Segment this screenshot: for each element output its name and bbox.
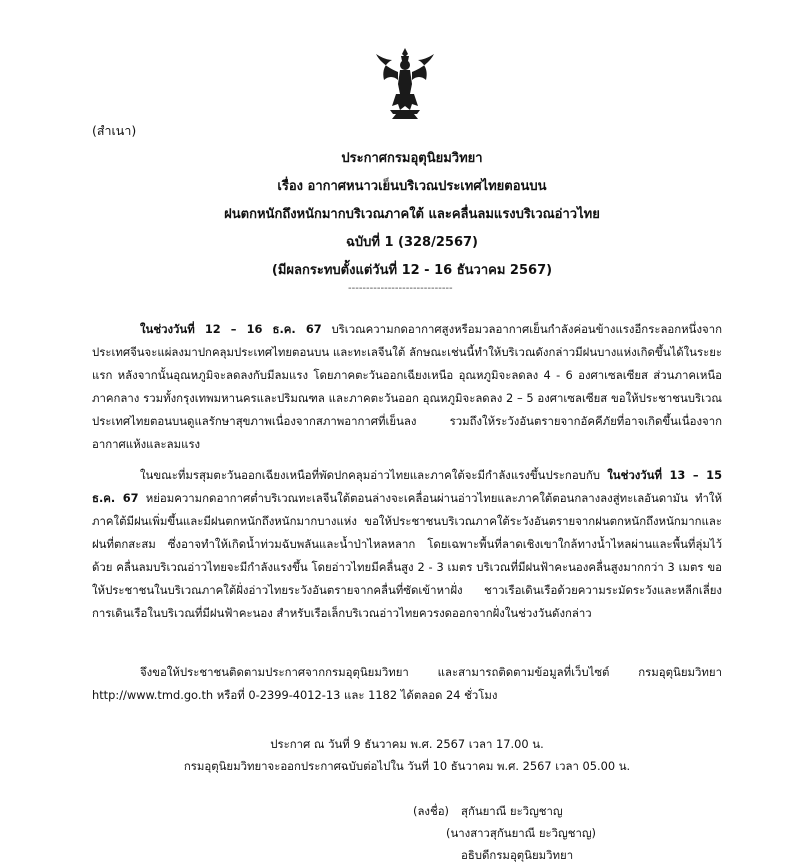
issue-number: ฉบับที่ 1 (328/2567): [346, 235, 478, 250]
para1-text: บริเวณความกดอากาศสูงหรือมวลอากาศเย็นกำลังค่อนข้างแรงอีกระลอกหนึ่งจากประเทศจีนจะแผ่ลงมาปกคลุมประเทศไทยตอนบน และทะเลจีนใต้ ลักษณะเช่นนี้ทำให้บริเวณดังกล่าวมีฝนบางแห่งเกิดขึ้นได้ในระยะแรก หลังจากนั้นอุณหภูมิจะลดลงกับมีลมแรง โดยภาคตะวันออกเฉียงเหนือ อุณหภูมิจะลดลง 4 - 6 องศาเซลเซียส ส่วนภาคเหนือ ภาคกลาง รวมทั้งกรุงเทพมหานครและปริมณฑล และภาคตะวันออก อุณหภูมิจะลดลง 2 – 5 องศาเซลเซียส ขอให้ประชาชนบริเวณประเทศไทยตอนบนดูแลรักษาสุขภาพเนื่องจากสภาพอากาศที่เย็นลง รวมถึงให้ระวังอันตรายจากอัคคีภัยที่อาจเกิดขึ้นเนื่องจากอากาศแห้งและลมแรง: [92, 322, 722, 451]
para2-lead: ในช่วงวันที่ 13 – 15 ธ.ค. 67: [92, 468, 723, 505]
paragraph-heavy-rain: [92, 464, 722, 625]
announce-date: ประกาศ ณ วันที่ 9 ธันวาคม พ.ศ. 2567 เวลา 17.00 น.: [270, 737, 544, 751]
paragraph-cold-air: [92, 318, 722, 456]
signatory-name: สุกันยาณี ยะวิญชาญ: [461, 804, 563, 818]
para1-lead: ในช่วงวันที่ 12 – 16 ธ.ค. 67: [140, 322, 322, 336]
effective-period: (มีผลกระทบตั้งแต่วันที่ 12 - 16 ธันวาคม 2567): [271, 263, 553, 278]
subject-line-2: ฝนตกหนักถึงหนักมากบริเวณภาคใต้ และคลื่นลมแรงบริเวณอ่าวไทย: [224, 207, 600, 222]
para2-intro: ในขณะที่มรสุมตะวันออกเฉียงเหนือที่พัดปกคลุมอ่าวไทยและภาคใต้จะมีกำลังแรงขึ้นประกอบกับ: [140, 468, 608, 482]
divider: -----------------------------: [348, 283, 453, 294]
para2-text: หย่อมความกดอากาศต่ำบริเวณทะเลจีนใต้ตอนล่างจะเคลื่อนผ่านอ่าวไทยและภาคใต้ตอนกลางลงสู่ทะเลอันดามัน ทำให้ภาคใต้มีฝนเพิ่มขึ้นและมีฝนตกหนักถึงหนักมากบางแห่ง ขอให้ประชาชนบริเวณภาคใต้ระวังอันตรายจากฝนตกหนักถึงหนักมากและฝนที่ตกสะสม ซึ่งอาจทำให้เกิดน้ำท่วมฉับพลันและน้ำป่าไหลหลาก โดยเฉพาะพื้นที่ลาดเชิงเขาใกล้ทางน้ำไหลผ่านและพื้นที่ลุ่มไว้ด้วย คลื่นลมบริเวณอ่าวไทยจะมีกำลังแรงขึ้น โดยอ่าวไทยมีคลื่นสูง 2 - 3 เมตร บริเวณที่มีฝนฟ้าคะนองคลื่นสูงมากกว่า 3 เมตร ขอให้ประชาชนในบริเวณภาคใต้ฝั่งอ่าวไทยระวังอันตรายจากคลื่นที่ซัดเข้าหาฝั่ง ชาวเรือเดินเรือด้วยความระมัดระวังและหลีกเลี่ยงการเดินเรือในบริเวณที่มีฝนฟ้าคะนอง สำหรับเรือเล็กบริเวณอ่าวไทยควรงดออกจากฝั่งในช่วงวันดังกล่าว: [92, 491, 722, 620]
subject-line: เรื่อง อากาศหนาวเย็นบริเวณประเทศไทยตอนบน: [277, 179, 547, 194]
copy-label: (สำเนา): [92, 123, 137, 138]
signatory-full-name: (นางสาวสุกันยาณี ยะวิญชาญ): [446, 826, 596, 840]
garuda-emblem-icon: [374, 46, 436, 120]
signature-label: (ลงชื่อ): [413, 804, 450, 818]
paragraph-contact: จึงขอให้ประชาชนติดตามประกาศจากกรมอุตุนิยมวิทยา และสามารถติดตามข้อมูลที่เว็บไซต์ กรมอุตุนิยมวิทยา http://www.tmd.go.th หรือที่ 0-2399-4012-13 และ 1182 ได้ตลอด 24 ชั่วโมง: [92, 665, 722, 702]
next-announcement: กรมอุตุนิยมวิทยาจะออกประกาศฉบับต่อไปใน วันที่ 10 ธันวาคม พ.ศ. 2567 เวลา 05.00 น.: [183, 759, 631, 773]
signatory-title: อธิบดีกรมอุตุนิยมวิทยา: [461, 848, 574, 862]
page-title: ประกาศกรมอุตุนิยมวิทยา: [341, 151, 483, 166]
